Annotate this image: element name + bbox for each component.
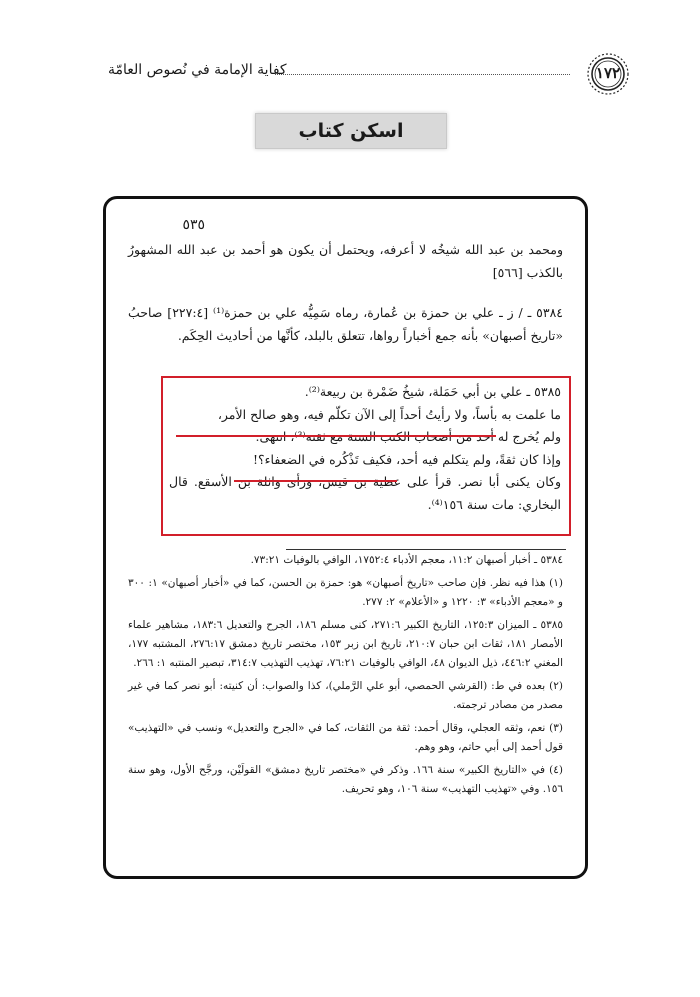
highlighted-line: ولم يُخرج له أحد من أصحاب الكتب الستة مع ثقته⁽³⁾، انتهى. — [255, 429, 561, 444]
footnote: ٥٣٨٥ ـ الميزان ١٢٥:٣، التاريخ الكبير ٢٧١:٦، كنى مسلم ١٨٦، الجرح والتعديل ١٨٣:٦، مشاهير علماء الأمصار ١٨١، ثقات ابن حبان ٢١٠:٧، تاريخ ابن زبر ١٥٣، مختصر تاريخ دمشق ٢٧٦:١٧، المشتبه ١٧٧، المغني ٤٤٦:٢، ذيل الديوان ٤٨، الوافي بالوفيات ٧٦:٢١، تهذيب التهذيب ٣١٤:٧، تبصير المنتبه ١: ٢٦٦. — [128, 619, 564, 669]
footnote-separator — [286, 549, 566, 550]
page-header — [80, 52, 630, 100]
banner-label: اسكن كتاب — [298, 120, 404, 142]
footnote: (٢) بعده في ط: (القرشي الحمصي، أبو علي الرَّملي)، كذا والصواب: أن كنيته: أبو نصر كما في غير مصدر من مصادر ترجمته. — [128, 680, 563, 711]
highlighted-line: ما علمت به بأساً، ولا رأيتُ أحداً إلى الآن تكلّم فيه، وهو صالح الأمر، — [217, 406, 561, 422]
highlighted-line: ٥٣٨٥ ـ علي بن أبي حَمَلة، شيخُ ضَمْرة بن ربيعة⁽²⁾. — [304, 384, 561, 399]
highlight-box — [161, 376, 571, 536]
footnotes — [128, 551, 563, 803]
highlighted-line: وكان يكنى أبا نصر. قرأ على عطية بن قيس، ورأى واثلة بن الأسقع. قال البخاري: مات سنة ١٥٦⁽⁴⁾. — [169, 474, 561, 512]
footnote: (٤) في «التاريخ الكبير» سنة ١٦٦. وذكر في «مختصر تاريخ دمشق» القولَيْن، ورجَّح الأول، وهو سنة ١٥٦. وفي «تهذيب التهذيب» سنة ١٠٦، وهو تحريف. — [128, 764, 563, 795]
scan-page-number: ٥٣٥ — [182, 217, 205, 233]
header-page-number: ١٧٢ — [595, 64, 621, 82]
red-underline — [234, 480, 397, 482]
scanned-page-frame — [103, 196, 588, 879]
scan-book-banner — [255, 113, 447, 149]
header-dotted-line — [275, 74, 570, 75]
page-number-badge — [586, 52, 630, 96]
paragraph-1: ومحمد بن عبد الله شيخُه لا أعرفه، ويحتمل أن يكون هو أحمد بن عبد الله المشهورُ بالكذب [٥٦٦] — [128, 242, 563, 280]
footnote: (٣) نعم، وثقه العجلي، وقال أحمد: ثقة من الثقات، كما في «الجرح والتعديل» ونسب في «التهذيب» قول أحمد إلى أبي حاتم، وهو وهم. — [128, 722, 563, 753]
red-underline — [176, 435, 496, 437]
paragraph-2: ٥٣٨٤ ـ / ز ـ علي بن حمزة بن عُمارة، رماه سَمِيُّه علي بن حمزة⁽¹⁾ [٢٢٧:٤] صاحبُ «تاريخ أصبهان» بأنه جمع أخباراً رواها، تتعلق بالبلد، كأنَّها من أحاديث الحِكَم. — [128, 305, 564, 343]
highlighted-line: وإذا كان ثقةً، ولم يتكلم فيه أحد، فكيف تَذْكُره في الضعفاء؟! — [252, 451, 561, 467]
highlighted-entry — [169, 381, 561, 516]
footnote: (١) هذا فيه نظر. فإن صاحب «تاريخ أصبهان» هو: حمزة بن الحسن، كما في «أخبار أصبهان» ١: ٣٠٠ و «معجم الأدباء» ٣: ١٢٢٠ و «الأعلام» ٢: ٢٧٧. — [128, 577, 563, 608]
footnote: ٥٣٨٤ ـ أخبار أصبهان ١١:٢، معجم الأدباء ١٧٥٢:٤، الوافي بالوفيات ٧٣:٢١. — [250, 554, 563, 566]
book-title: كفاية الإمامة في نُصوص العامّة — [108, 62, 287, 78]
